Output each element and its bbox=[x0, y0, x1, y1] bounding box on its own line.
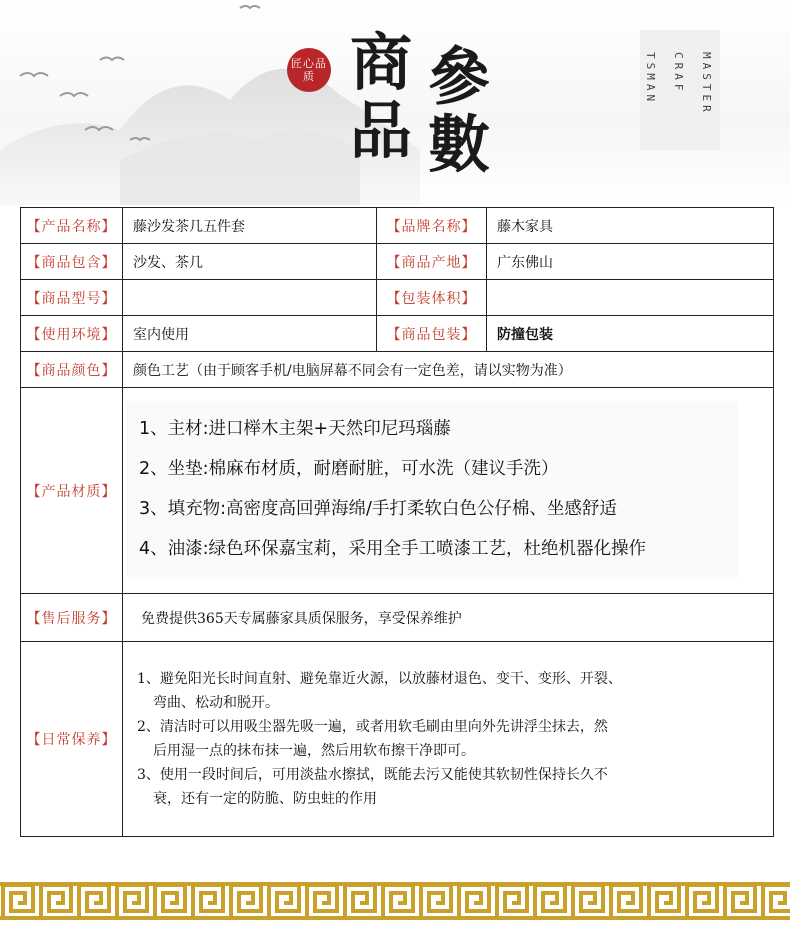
value-product-name: 藤沙发茶几五件套 bbox=[123, 208, 377, 244]
value-brand-name: 藤木家具 bbox=[487, 208, 774, 244]
material-cell bbox=[123, 388, 774, 594]
table-row bbox=[21, 388, 774, 594]
list-item: 4、油漆:绿色环保嘉宝莉，采用全手工喷漆工艺，杜绝机器化操作 bbox=[139, 538, 647, 559]
vertical-text-tsman: TSMAN bbox=[644, 52, 657, 106]
table-row bbox=[21, 352, 774, 388]
list-item: 3、填充物:高密度高回弹海绵/手打柔软白色公仔棉、坐感舒适 bbox=[139, 498, 617, 519]
label-after-sales: 【售后服务】 bbox=[21, 594, 123, 642]
care-line: 3、使用一段时间后，可用淡盐水擦拭，既能去污又能使其软韧性保持长久不 bbox=[137, 767, 608, 783]
header-banner bbox=[0, 0, 790, 205]
list-item: 1、主材:进口榉木主架+天然印尼玛瑙藤 bbox=[139, 418, 451, 439]
care-cell bbox=[123, 642, 774, 837]
table-row bbox=[21, 642, 774, 837]
greek-key-border bbox=[0, 882, 790, 920]
label-product-name: 【产品名称】 bbox=[21, 208, 123, 244]
care-instructions bbox=[123, 653, 773, 825]
table-row bbox=[21, 208, 774, 244]
table-row bbox=[21, 244, 774, 280]
vertical-text-master: MASTER bbox=[700, 52, 713, 116]
value-package-volume bbox=[487, 280, 774, 316]
title-char-2: 品 bbox=[350, 94, 413, 167]
care-line: 衰，还有一定的防脆、防虫蛀的作用 bbox=[153, 791, 377, 807]
care-line: 1、避免阳光长时间直射、避免靠近火源，以放藤材退色、变干、变形、开裂、 bbox=[137, 671, 622, 687]
red-seal-stamp: 匠心品质 bbox=[287, 48, 331, 92]
label-packaging: 【商品包装】 bbox=[377, 316, 487, 352]
title-char-3: 參 bbox=[428, 40, 491, 113]
care-line: 弯曲、松动和脱开。 bbox=[153, 695, 279, 711]
care-line: 后用湿一点的抹布抹一遍，然后用软布擦干净即可。 bbox=[153, 743, 475, 759]
value-model bbox=[123, 280, 377, 316]
table-row bbox=[21, 280, 774, 316]
vertical-text-craf: CRAF bbox=[672, 52, 685, 95]
care-line: 2、清洁时可以用吸尘器先吸一遍，或者用软毛刷由里向外先讲浮尘抹去，然 bbox=[137, 719, 608, 735]
title-char-4: 數 bbox=[428, 108, 491, 181]
list-item: 2、坐垫:棉麻布材质，耐磨耐脏，可水洗（建议手洗） bbox=[139, 458, 559, 479]
value-after-sales: 免费提供365天专属藤家具质保服务，享受保养维护 bbox=[123, 594, 774, 642]
label-package-volume: 【包装体积】 bbox=[377, 280, 487, 316]
value-packaging: 防撞包装 bbox=[487, 316, 774, 352]
value-environment: 室内使用 bbox=[123, 316, 377, 352]
title-char-1: 商 bbox=[350, 26, 413, 99]
label-daily-care: 【日常保养】 bbox=[21, 642, 123, 837]
value-origin: 广东佛山 bbox=[487, 244, 774, 280]
label-material: 【产品材质】 bbox=[21, 388, 123, 594]
label-brand-name: 【品牌名称】 bbox=[377, 208, 487, 244]
label-environment: 【使用环境】 bbox=[21, 316, 123, 352]
value-color: 颜色工艺（由于顾客手机/电脑屏幕不同会有一定色差，请以实物为准） bbox=[123, 352, 774, 388]
product-params-table bbox=[20, 207, 774, 837]
table-row bbox=[21, 316, 774, 352]
label-model: 【商品型号】 bbox=[21, 280, 123, 316]
material-list bbox=[127, 401, 739, 577]
label-includes: 【商品包含】 bbox=[21, 244, 123, 280]
table-row bbox=[21, 594, 774, 642]
value-includes: 沙发、茶几 bbox=[123, 244, 377, 280]
label-color: 【商品颜色】 bbox=[21, 352, 123, 388]
label-origin: 【商品产地】 bbox=[377, 244, 487, 280]
